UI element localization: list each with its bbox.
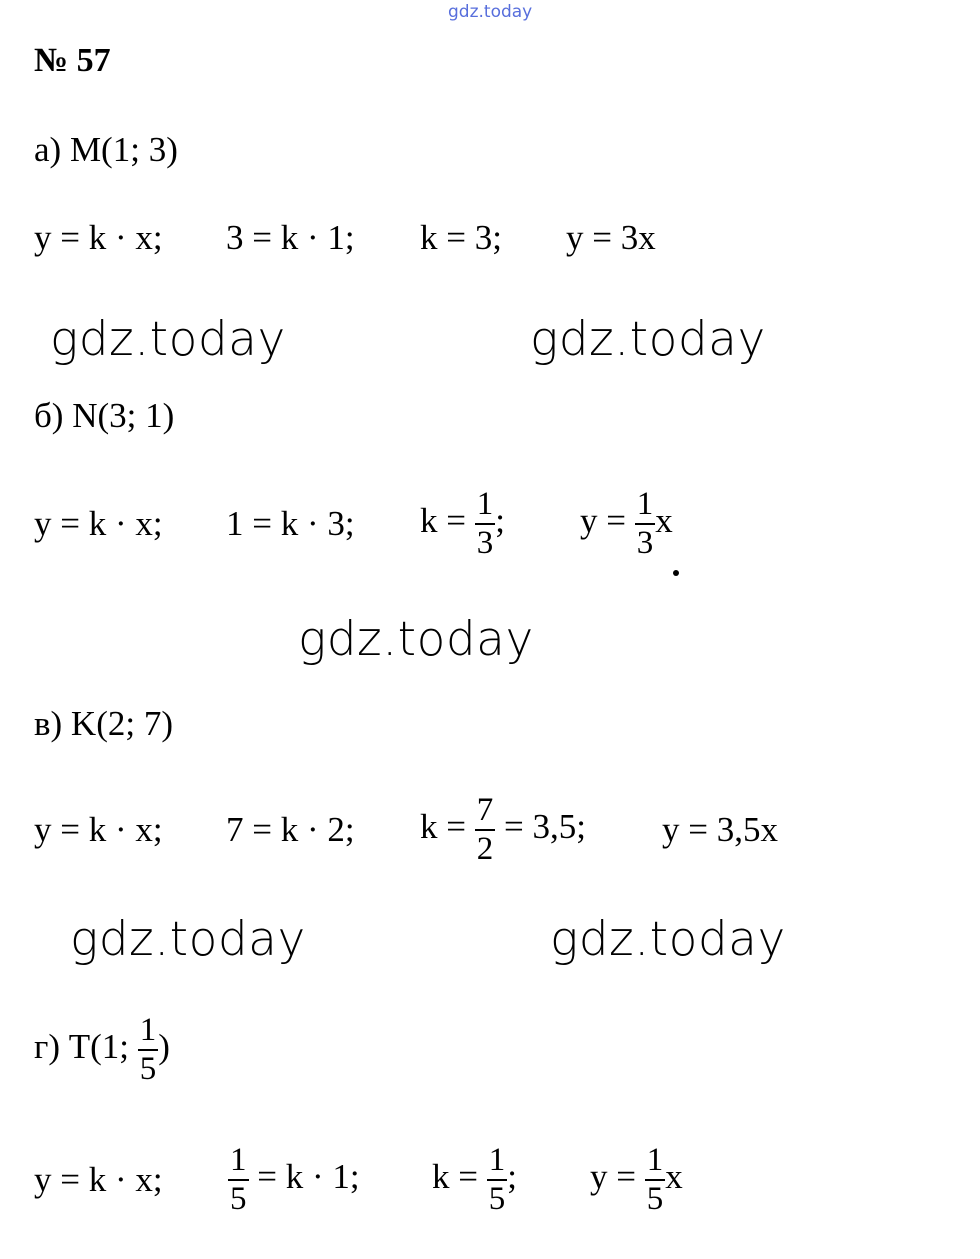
- part-g-eq1: y = k · x;: [34, 1160, 163, 1199]
- fraction: $\frac{7}{2}$: [476, 792, 494, 867]
- problem-number: № 57: [34, 42, 111, 79]
- part-v-eq4: y = 3,5x: [662, 810, 778, 849]
- eq-lhs: y =: [590, 1157, 636, 1197]
- watermark: gdz.today: [298, 612, 534, 667]
- part-a-eq1: y = k · x;: [34, 218, 163, 257]
- part-b-eq4: [580, 488, 673, 560]
- part-a-point: а) M(1; 3): [34, 130, 178, 169]
- eq-tail: ;: [507, 1157, 517, 1197]
- part-a-eq3: k = 3;: [420, 218, 502, 257]
- point-lhs: г) T(1;: [34, 1027, 130, 1067]
- part-b-eq2: 1 = k · 3;: [226, 504, 355, 543]
- watermark: gdz.today: [530, 312, 766, 367]
- part-g-eq3: [432, 1144, 517, 1216]
- fraction: $\frac{1}{3}$: [636, 486, 654, 561]
- eq-tail: x: [655, 501, 673, 541]
- watermark: gdz.today: [70, 912, 306, 967]
- eq-tail: = 3,5;: [504, 807, 586, 847]
- part-a-eq2: 3 = k · 1;: [226, 218, 355, 257]
- watermark: gdz.today: [550, 912, 786, 967]
- part-g-eq4: [590, 1144, 683, 1216]
- eq-lhs: k =: [420, 501, 466, 541]
- fraction: $\frac{1}{5}$: [488, 1142, 506, 1217]
- fraction: $\frac{1}{5}$: [230, 1142, 247, 1217]
- part-a-eq4: y = 3x: [566, 218, 656, 257]
- watermark-top: gdz.today: [448, 2, 533, 22]
- eq-tail: = k · 1;: [257, 1157, 360, 1197]
- part-v-point: в) K(2; 7): [34, 704, 173, 743]
- eq-tail: ;: [495, 501, 505, 541]
- eq-lhs: y =: [580, 501, 626, 541]
- part-v-eq1: y = k · x;: [34, 810, 163, 849]
- fraction: $\frac{1}{3}$: [476, 486, 494, 561]
- part-b-eq1: y = k · x;: [34, 504, 163, 543]
- part-g-eq2: [228, 1144, 360, 1216]
- fraction: $\frac{1}{5}$: [139, 1012, 157, 1087]
- part-v-eq2: 7 = k · 2;: [226, 810, 355, 849]
- eq-tail: x: [665, 1157, 683, 1197]
- fraction: $\frac{1}{5}$: [646, 1142, 664, 1217]
- stray-dot: [673, 570, 679, 576]
- eq-lhs: k =: [432, 1157, 478, 1197]
- watermark: gdz.today: [50, 312, 286, 367]
- part-b-point: б) N(3; 1): [34, 396, 175, 435]
- point-tail: ): [158, 1027, 170, 1067]
- part-v-eq3: [420, 794, 586, 866]
- eq-lhs: k =: [420, 807, 466, 847]
- part-g-point: [34, 1014, 170, 1086]
- part-b-eq3: [420, 488, 505, 560]
